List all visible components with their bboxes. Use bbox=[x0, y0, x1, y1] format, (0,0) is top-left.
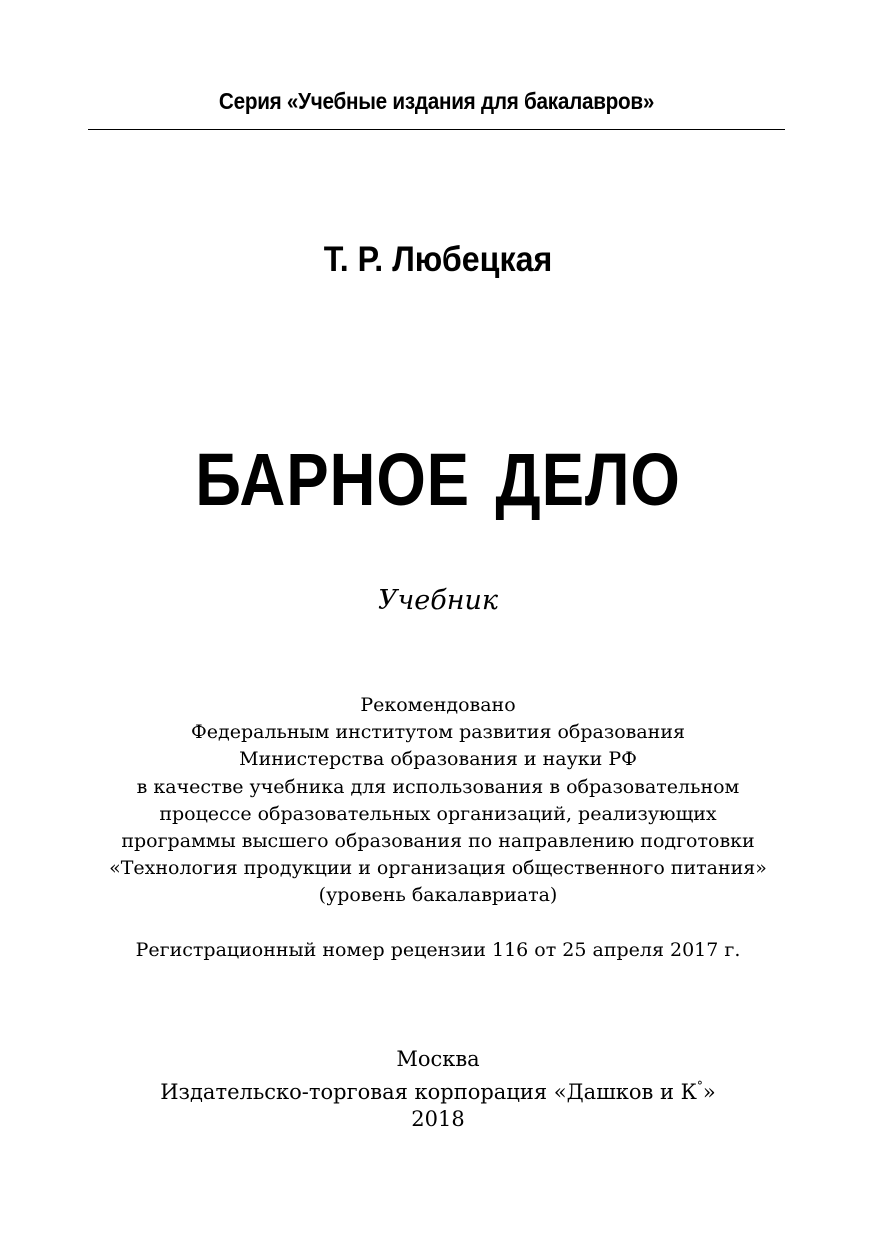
publisher-name: Издательско-торговая корпорация «Дашков и К bbox=[160, 1080, 697, 1104]
series-title: Серия «Учебные издания для бакалавров» bbox=[218, 88, 655, 114]
recommendation-block bbox=[40, 692, 836, 910]
imprint-city: Москва bbox=[396, 1047, 480, 1071]
recommendation-line: Министерства образования и науки РФ bbox=[239, 748, 637, 771]
header-divider bbox=[88, 129, 785, 130]
recommendation-line: «Технология продукции и организация общественного питания» bbox=[109, 857, 767, 880]
book-title: БАРНОЕ ДЕЛО bbox=[195, 438, 681, 521]
imprint-year: 2018 bbox=[411, 1107, 465, 1131]
recommendation-line: процессе образовательных организаций, реализующих bbox=[159, 802, 717, 825]
author-name: Т. Р. Любецкая bbox=[323, 240, 553, 279]
imprint-block bbox=[0, 1046, 876, 1133]
recommendation-line: программы высшего образования по направлению подготовки bbox=[121, 830, 755, 853]
publisher-degree-mark: ° bbox=[696, 1079, 703, 1093]
publisher-closing-quote: » bbox=[702, 1080, 716, 1104]
recommendation-line: в качестве учебника для использования в образовательном bbox=[136, 775, 740, 798]
recommendation-line: Федеральным институтом развития образования bbox=[191, 721, 685, 744]
recommendation-line: Рекомендовано bbox=[360, 694, 516, 716]
recommendation-line: (уровень бакалавриата) bbox=[318, 884, 558, 907]
imprint-publisher bbox=[0, 1073, 876, 1106]
registration-number: Регистрационный номер рецензии 116 от 25 апреля 2017 г. bbox=[135, 939, 741, 961]
book-type: Учебник bbox=[377, 585, 499, 616]
